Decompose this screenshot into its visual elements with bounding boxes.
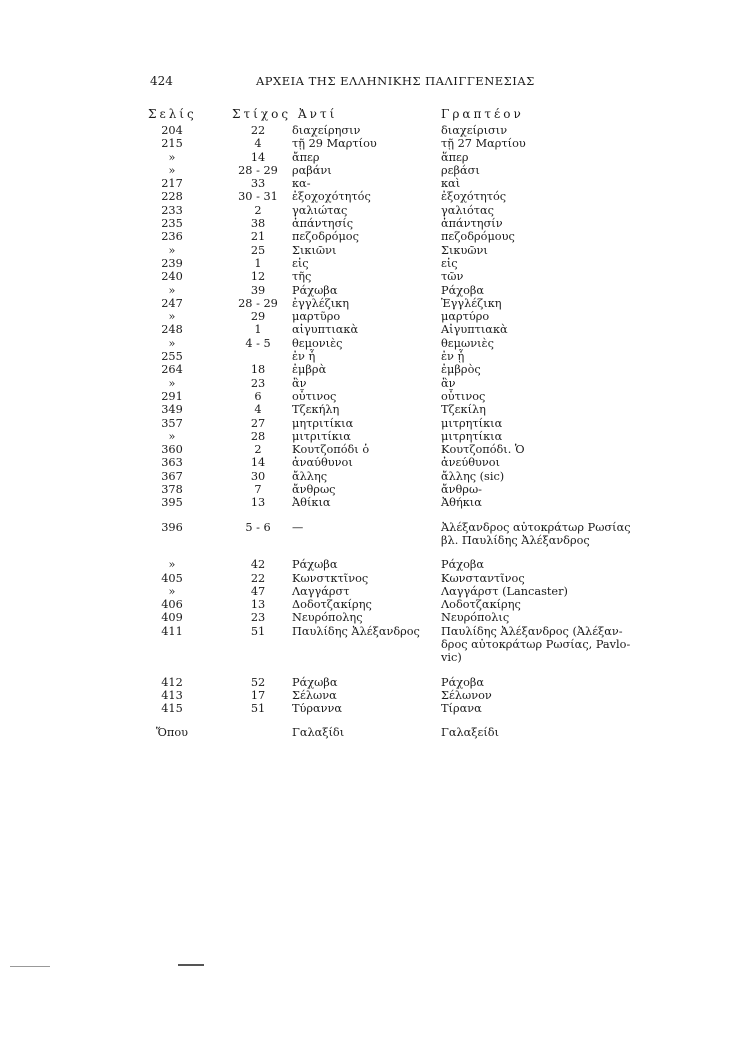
write-line: Ἐγγλέζικη [441, 296, 502, 310]
page-cell: 349 [161, 403, 183, 417]
write-cell [441, 611, 641, 624]
errata-row [0, 350, 744, 363]
line-cell: 39 [250, 283, 266, 297]
line-cell: 27 [250, 416, 266, 430]
instead-cell: πεζοδρόμος [292, 230, 359, 244]
errata-row [0, 585, 744, 598]
errata-row [0, 284, 744, 297]
errata-row [0, 558, 744, 571]
line-cell: 5 - 6 [245, 520, 271, 534]
write-cell [441, 350, 641, 363]
write-line: Αἰγυπτιακὰ [441, 323, 508, 337]
write-cell [441, 403, 641, 416]
write-cell [441, 572, 641, 585]
instead-cell: ἐμβρὰ [292, 363, 327, 377]
write-line: Ἀθήκια [441, 496, 482, 510]
write-cell [441, 443, 641, 456]
errata-row [0, 521, 744, 548]
line-cell: 2 [254, 203, 262, 217]
write-cell [441, 676, 641, 689]
line-cell: 22 [250, 571, 266, 585]
write-cell [441, 310, 641, 323]
errata-row [0, 190, 744, 203]
errata-row [0, 572, 744, 585]
page-cell: » [168, 376, 176, 390]
errata-row [0, 310, 744, 323]
line-cell: 28 - 29 [238, 296, 278, 310]
instead-cell: — [292, 520, 304, 534]
write-line: vic) [441, 651, 462, 665]
instead-cell: Λαγγάρστ [292, 584, 350, 598]
instead-cell: ἀναύθυνοι [292, 456, 353, 470]
line-cell: 1 [254, 323, 262, 337]
errata-row [0, 403, 744, 416]
write-line: Λοδοτζακίρης [441, 598, 521, 612]
instead-cell: μιτριτίκια [292, 429, 351, 443]
instead-cell: αἰγυπτιακὰ [292, 323, 359, 337]
instead-cell: ραβάνι [292, 163, 332, 177]
write-line: οὗτινος [441, 389, 486, 403]
write-cell [441, 270, 641, 283]
errata-row [0, 496, 744, 509]
instead-cell: μαρτῦρο [292, 310, 341, 324]
write-line: Ράχοβα [441, 675, 485, 689]
errata-row [0, 217, 744, 230]
line-cell: 17 [250, 688, 266, 702]
instead-cell: Τζεκήλη [292, 403, 340, 417]
errata-row [0, 204, 744, 217]
errata-row [0, 257, 744, 270]
instead-cell: ἐξοχοχότητός [292, 190, 371, 204]
errata-row [0, 726, 744, 739]
page-cell: » [168, 558, 176, 572]
line-cell: 13 [250, 496, 266, 510]
errata-row [0, 470, 744, 483]
errata-row [0, 137, 744, 150]
write-line: Τζεκίλη [441, 403, 486, 417]
write-cell [441, 204, 641, 217]
write-line: βλ. Παυλίδης Ἀλέξανδρος [441, 533, 590, 547]
line-cell: 30 [250, 469, 266, 483]
write-cell [441, 257, 641, 270]
write-line: Κωνσταντῖνος [441, 571, 525, 585]
write-cell [441, 496, 641, 509]
instead-cell: Ράχωβα [292, 558, 338, 572]
write-line: ἄλλης (sic) [441, 469, 505, 483]
write-cell [441, 151, 641, 164]
page-cell: 239 [161, 256, 183, 270]
write-cell [441, 417, 641, 430]
write-line: πεζοδρόμους [441, 230, 515, 244]
errata-row [0, 625, 744, 665]
page-cell: 240 [161, 270, 183, 284]
instead-cell: ἄνθρως [292, 483, 336, 497]
line-cell: 4 [254, 137, 262, 151]
page-cell: 413 [161, 688, 183, 702]
line-cell: 28 - 29 [238, 163, 278, 177]
errata-table [0, 124, 744, 740]
write-line: Παυλίδης Ἀλέξανδρος (Ἀλέξαν- [441, 624, 623, 638]
instead-cell: Κωνστκτῖνος [292, 571, 369, 585]
page-cell: » [168, 150, 176, 164]
line-cell: 4 - 5 [245, 336, 271, 350]
line-cell: 51 [250, 624, 266, 638]
write-cell [441, 456, 641, 469]
write-line: τῶν [441, 270, 464, 284]
errata-row [0, 443, 744, 456]
column-header-instead: Ἀντί [298, 107, 338, 121]
instead-cell: ἀπάντησίς [292, 217, 354, 231]
instead-cell: διαχείρησιν [292, 124, 361, 137]
page-cell: 235 [161, 217, 183, 231]
write-cell [441, 363, 641, 376]
write-line: Ράχοβα [441, 283, 485, 297]
page-cell: 360 [161, 443, 183, 457]
instead-cell: ἂν [292, 376, 307, 390]
errata-row [0, 164, 744, 177]
page-cell: 264 [161, 363, 183, 377]
page-cell: » [168, 584, 176, 598]
line-cell: 29 [250, 310, 266, 324]
page-cell: 405 [161, 571, 183, 585]
page-cell: 367 [161, 469, 183, 483]
line-cell: 22 [250, 124, 266, 137]
errata-row [0, 297, 744, 310]
errata-row [0, 337, 744, 350]
line-cell: 1 [254, 256, 262, 270]
page-cell: 233 [161, 203, 183, 217]
instead-cell: Νευρόπολης [292, 611, 363, 625]
write-line: Λαγγάρστ (Lancaster) [441, 584, 568, 598]
errata-row [0, 244, 744, 257]
page-cell: Ὅπου [156, 726, 188, 740]
instead-cell: Σικιῶνι [292, 243, 337, 257]
write-line: θεμωνιὲς [441, 336, 494, 350]
line-cell: 7 [254, 483, 262, 497]
write-cell [441, 558, 641, 571]
page-cell: 357 [161, 416, 183, 430]
instead-cell: εἰς [292, 256, 309, 270]
write-cell [441, 702, 641, 715]
write-line: ἀνεύθυνοι [441, 456, 500, 470]
line-cell: 30 - 31 [238, 190, 278, 204]
write-cell [441, 230, 641, 243]
errata-row [0, 689, 744, 702]
errata-row [0, 483, 744, 496]
instead-cell: Ράχωβα [292, 675, 338, 689]
instead-cell: Τύραννα [292, 702, 343, 716]
page-cell: 409 [161, 611, 183, 625]
errata-row [0, 702, 744, 715]
line-cell: 13 [250, 598, 266, 612]
errata-row [0, 124, 744, 137]
page-header [150, 74, 590, 92]
write-cell [441, 297, 641, 310]
write-cell [441, 585, 641, 598]
errata-row [0, 270, 744, 283]
instead-cell: Γαλαξίδι [292, 726, 345, 740]
instead-cell: Ἀθίκια [292, 496, 331, 510]
line-cell: 25 [250, 243, 266, 257]
page-cell: 228 [161, 190, 183, 204]
write-cell [441, 137, 641, 150]
write-line: ἐν ᾗ [441, 350, 465, 364]
write-cell [441, 689, 641, 702]
write-cell [441, 625, 641, 665]
line-cell: 12 [250, 270, 266, 284]
write-line: εἰς [441, 256, 458, 270]
write-line: Ἀλέξανδρος αὐτοκράτωρ Ρωσίας [441, 520, 631, 534]
write-line: τῇ 27 Μαρτίου [441, 137, 526, 151]
errata-row [0, 417, 744, 430]
errata-row [0, 230, 744, 243]
write-cell [441, 284, 641, 297]
instead-cell: μητριτίκια [292, 416, 354, 430]
page-cell: » [168, 243, 176, 257]
page-cell: 215 [161, 137, 183, 151]
line-cell: 47 [250, 584, 266, 598]
instead-cell: ἐν ἧ [292, 350, 316, 364]
instead-cell: Ράχωβα [292, 283, 338, 297]
page-cell: 406 [161, 598, 183, 612]
page-number: 424 [150, 74, 173, 88]
errata-row [0, 177, 744, 190]
page-cell: 363 [161, 456, 183, 470]
write-cell [441, 377, 641, 390]
write-line: ἂν [441, 376, 456, 390]
line-cell: 28 [250, 429, 266, 443]
write-cell [441, 177, 641, 190]
write-cell [441, 390, 641, 403]
instead-cell: κα- [292, 177, 311, 191]
instead-cell: ἄλλης [292, 469, 328, 483]
write-cell [441, 430, 641, 443]
write-line: μαρτύρο [441, 310, 490, 324]
line-cell: 14 [250, 456, 266, 470]
instead-cell: οὗτινος [292, 389, 337, 403]
write-line: διαχείρισιν [441, 124, 508, 137]
line-cell: 6 [254, 389, 262, 403]
page-cell: 291 [161, 389, 183, 403]
errata-row [0, 598, 744, 611]
running-title: ΑΡΧΕΙΑ ΤΗΣ ΕΛΛΗΝΙΚΗΣ ΠΑΛΙΓΓΕΝΕΣΙΑΣ [256, 74, 535, 88]
scan-artifact [10, 966, 50, 967]
page-cell: 378 [161, 483, 183, 497]
instead-cell: Κουτζοπόδι ὁ [292, 443, 370, 457]
write-line: Νευρόπολις [441, 611, 510, 625]
errata-row [0, 323, 744, 336]
page-cell: » [168, 163, 176, 177]
page-cell: 247 [161, 296, 183, 310]
instead-cell: γαλιώτας [292, 203, 348, 217]
write-line: Σέλωνον [441, 688, 492, 702]
write-cell [441, 190, 641, 203]
page-cell: 236 [161, 230, 183, 244]
line-cell: 38 [250, 217, 266, 231]
write-line: γαλιότας [441, 203, 494, 217]
errata-row [0, 363, 744, 376]
write-cell [441, 337, 641, 350]
page-cell: 415 [161, 702, 183, 716]
write-line: μιτρητίκια [441, 416, 503, 430]
write-line: μιτρητίκια [441, 429, 503, 443]
scan-artifact [178, 964, 204, 966]
line-cell: 4 [254, 403, 262, 417]
write-line: Γαλαξείδι [441, 726, 499, 740]
column-header-write: Γραπτέον [441, 107, 524, 121]
errata-row [0, 390, 744, 403]
page-cell: 217 [161, 177, 183, 191]
write-line: Σικυῶνι [441, 243, 488, 257]
page-cell: » [168, 310, 176, 324]
instead-cell: τῆς [292, 270, 312, 284]
page-cell: 255 [161, 350, 183, 364]
write-cell [441, 470, 641, 483]
write-cell [441, 483, 641, 496]
line-cell: 33 [250, 177, 266, 191]
write-line: ἄνθρω- [441, 483, 482, 497]
write-line: δρος αὐτοκράτωρ Ρωσίας, Pavlo- [441, 637, 631, 651]
line-cell: 42 [250, 558, 266, 572]
column-header-page: Σελίς [148, 107, 197, 121]
errata-row [0, 611, 744, 624]
errata-row [0, 377, 744, 390]
line-cell: 23 [250, 376, 266, 390]
page-cell: 396 [161, 520, 183, 534]
write-cell [441, 217, 641, 230]
line-cell: 52 [250, 675, 266, 689]
page-cell: 411 [161, 624, 183, 638]
page-cell: 412 [161, 675, 183, 689]
errata-row [0, 456, 744, 469]
write-cell [441, 164, 641, 177]
line-cell: 2 [254, 443, 262, 457]
page-cell: 204 [161, 124, 183, 137]
write-cell [441, 244, 641, 257]
line-cell: 51 [250, 702, 266, 716]
errata-row [0, 430, 744, 443]
instead-cell: Σέλωνα [292, 688, 337, 702]
instead-cell: Δοδοτζακίρης [292, 598, 372, 612]
write-line: ρεβάσι [441, 163, 480, 177]
column-header-line: Στίχος [232, 107, 292, 121]
page-cell: » [168, 429, 176, 443]
instead-cell: ἐγγλέζικη [292, 296, 349, 310]
write-line: καὶ [441, 177, 461, 191]
instead-cell: τῇ 29 Μαρτίου [292, 137, 377, 151]
write-cell [441, 323, 641, 336]
write-line: ἅπερ [441, 150, 469, 164]
instead-cell: ἄπερ [292, 150, 320, 164]
write-line: ἀπάντησίν [441, 217, 503, 231]
write-line: ἐμβρὸς [441, 363, 481, 377]
line-cell: 14 [250, 150, 266, 164]
errata-row [0, 676, 744, 689]
write-line: Τίρανα [441, 702, 482, 716]
write-line: Κουτζοπόδι. Ὁ [441, 443, 525, 457]
line-cell: 23 [250, 611, 266, 625]
line-cell: 21 [250, 230, 266, 244]
page-cell: 395 [161, 496, 183, 510]
write-cell [441, 521, 641, 548]
write-cell [441, 726, 641, 739]
errata-row [0, 151, 744, 164]
instead-cell: θεμονιὲς [292, 336, 343, 350]
page-cell: 248 [161, 323, 183, 337]
write-cell [441, 124, 641, 137]
instead-cell: Παυλίδης Ἀλέξανδρος [292, 624, 420, 638]
page-cell: » [168, 283, 176, 297]
write-line: Ράχοβα [441, 558, 485, 572]
write-cell [441, 598, 641, 611]
line-cell: 18 [250, 363, 266, 377]
write-line: ἐξοχότητός [441, 190, 507, 204]
page-cell: » [168, 336, 176, 350]
